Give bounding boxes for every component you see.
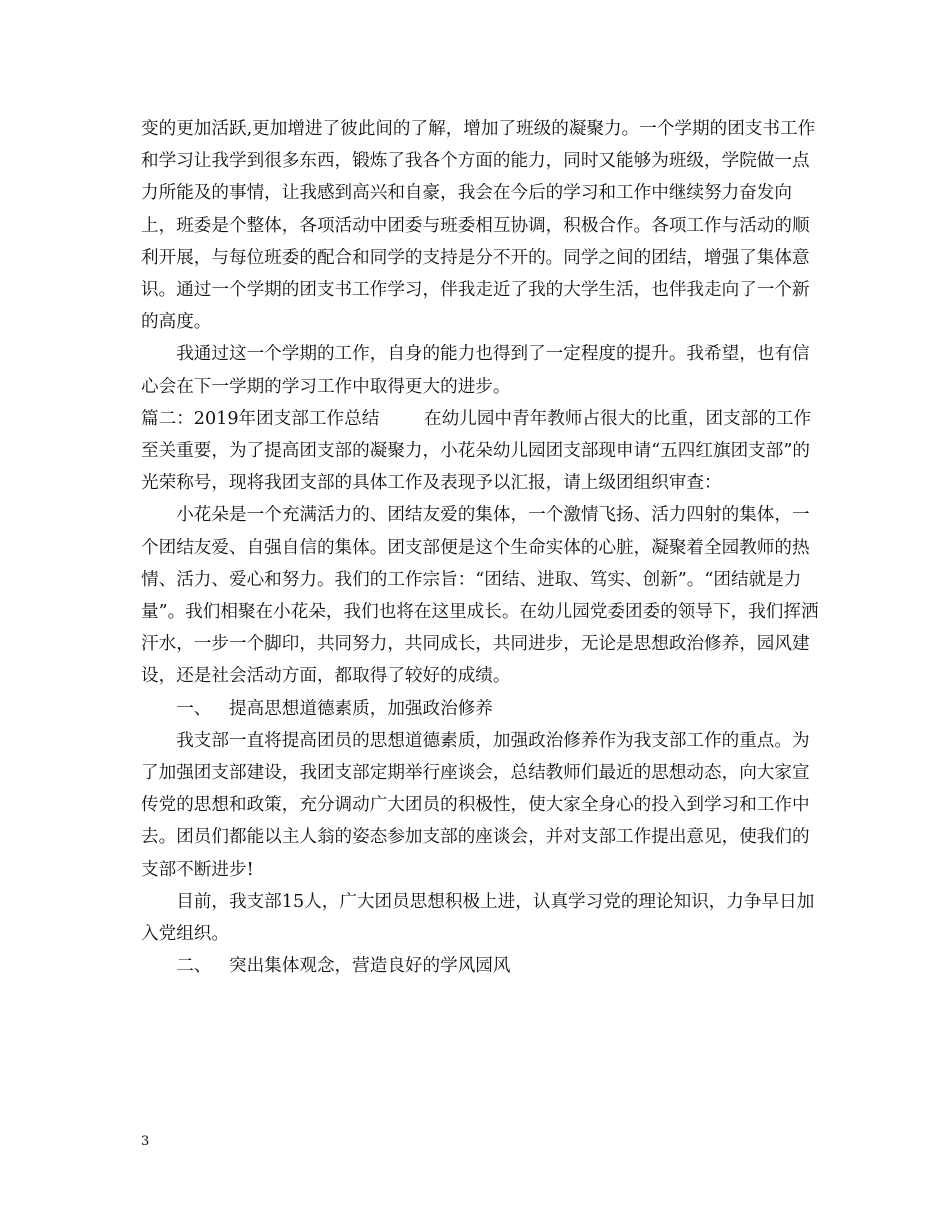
paragraph-collective-description: 小花朵是一个充满活力的、团结友爱的集体，一个激情飞扬、活力四射的集体，一个团结友爱、自强自信的集体。团支部便是这个生命实体的心脏，凝聚着全园教师的热情、活力、爱心和努力。我们的工作宗旨：“团结、进取、笃实、创新”。“团结就是力量”。我们相聚在小花朵，我们也将在这里成长。在幼儿园党委团委的领导下，我们挥洒汗水，一步一个脚印，共同努力，共同成长，共同进步，无论是思想政治修养，园风建设，还是社会活动方面，都取得了较好的成绩。 <box>141 505 819 687</box>
paragraph-member-status: 目前，我支部15人，广大团员思想积极上进，认真学习党的理论知识，力争早日加入党组织。 <box>141 891 815 945</box>
section-number: 二、 <box>176 956 212 977</box>
section-title: 提高思想道德素质，加强政治修养 <box>228 698 493 719</box>
section-number: 一、 <box>176 698 212 719</box>
document-body <box>141 113 821 982</box>
paragraph-continuation: 变的更加活跃,更加增进了彼此间的了解，增加了班级的凝聚力。一个学期的团支书工作和学习让我学到很多东西，锻炼了我各个方面的能力，同时又能够为班级，学院做一点力所能及的事情，让我感到高兴和自豪，我会在今后的学习和工作中继续努力奋发向上，班委是个整体，各项活动中团委与班委相互协调，积极合作。各项工作与活动的顺利开展，与每位班委的配合和同学的支持是分不开的。同学之间的团结，增强了集体意识。通过一个学期的团支书工作学习，伴我走近了我的大学生活，也伴我走向了一个新的高度。 <box>141 119 816 333</box>
paragraph-part-two-intro: 篇二：2019年团支部工作总结 在幼儿园中青年教师占很大的比重，团支部的工作至关重要，为了提高团支部的凝聚力，小花朵幼儿园团支部现申请“五四红旗团支部”的光荣称号，现将我团支部的具体工作及表现予以汇报，请上级团组织审查： <box>141 408 812 494</box>
section-title: 突出集体观念，营造良好的学风园风 <box>228 956 511 977</box>
paragraph-ideological-quality: 我支部一直将提高团员的思想道德素质，加强政治修养作为我支部工作的重点。为了加强团支部建设，我团支部定期举行座谈会，总结教师们最近的思想动态，向大家宣传党的思想和政策，充分调动广大团员的积极性，使大家全身心的投入到学习和工作中去。团员们都能以主人翁的姿态参加支部的座谈会，并对支部工作提出意见，使我们的支部不断进步! <box>141 730 810 880</box>
section-heading-one <box>141 693 821 725</box>
paragraph-ability-improvement: 我通过这一个学期的工作，自身的能力也得到了一定程度的提升。我希望，也有信心会在下一学期的学习工作中取得更大的进步。 <box>141 344 810 397</box>
page-number: 3 <box>141 1134 150 1149</box>
section-heading-two <box>141 950 821 982</box>
